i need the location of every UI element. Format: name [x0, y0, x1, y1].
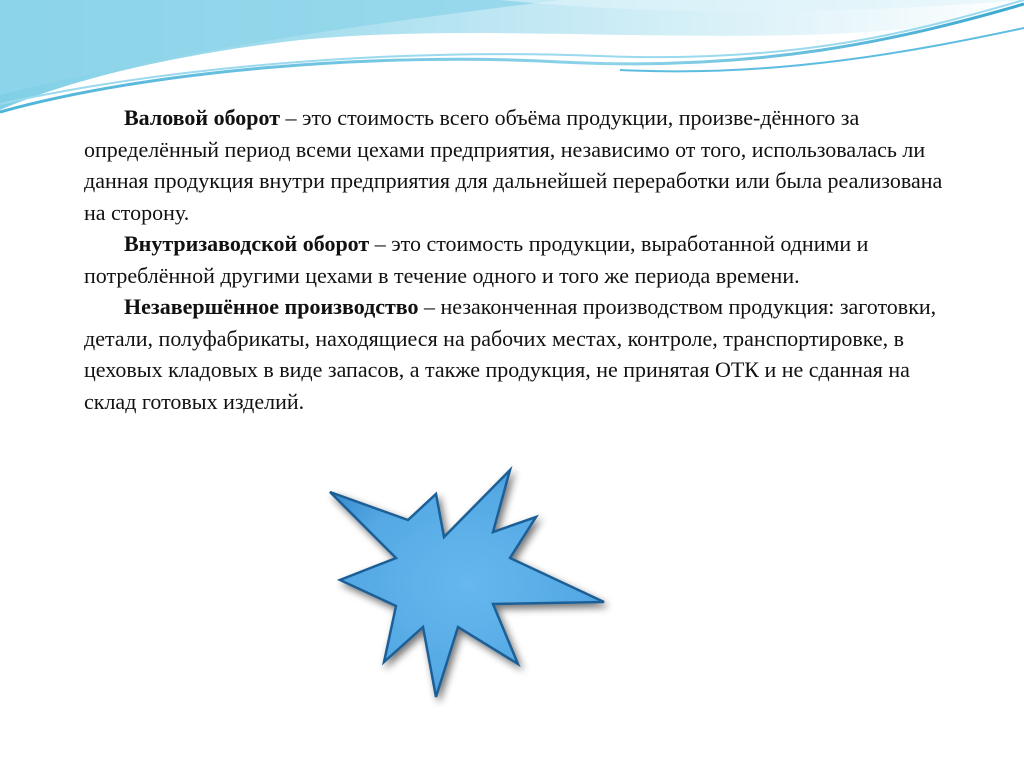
- definition-work-in-progress: – незаконченная производством продукция: заготовки, детали, полуфабрикаты, находящиеся на рабочих местах, контроле, транспортировке, в цеховых кладовых в виде запасов, а также продукция, не принятая ОТК и не сданная на склад готовых изделий.: [84, 294, 937, 414]
- term-gross-turnover: Валовой оборот: [124, 105, 281, 130]
- definition-intra-factory-turnover: – это стоимость продукции, выработанной одними и потреблённой другими цехами в течение одного и того же периода времени.: [84, 231, 869, 288]
- definition-gross-turnover: – это стоимость всего объёма продукции, произве-дённого за определённый период всеми цехами предприятия, независимо от того, использовалась ли данная продукция внутри предприятия для дальнейшей переработки или была реализована на сторону.: [84, 105, 943, 225]
- term-work-in-progress: Незавершённое производство: [124, 294, 419, 319]
- star-burst-icon: [318, 462, 618, 707]
- definitions-text: [84, 102, 944, 417]
- paragraph-intra-factory-turnover: [84, 228, 944, 291]
- paragraph-work-in-progress: [84, 291, 944, 417]
- paragraph-gross-turnover: [84, 102, 944, 228]
- term-intra-factory-turnover: Внутризаводской оборот: [124, 231, 370, 256]
